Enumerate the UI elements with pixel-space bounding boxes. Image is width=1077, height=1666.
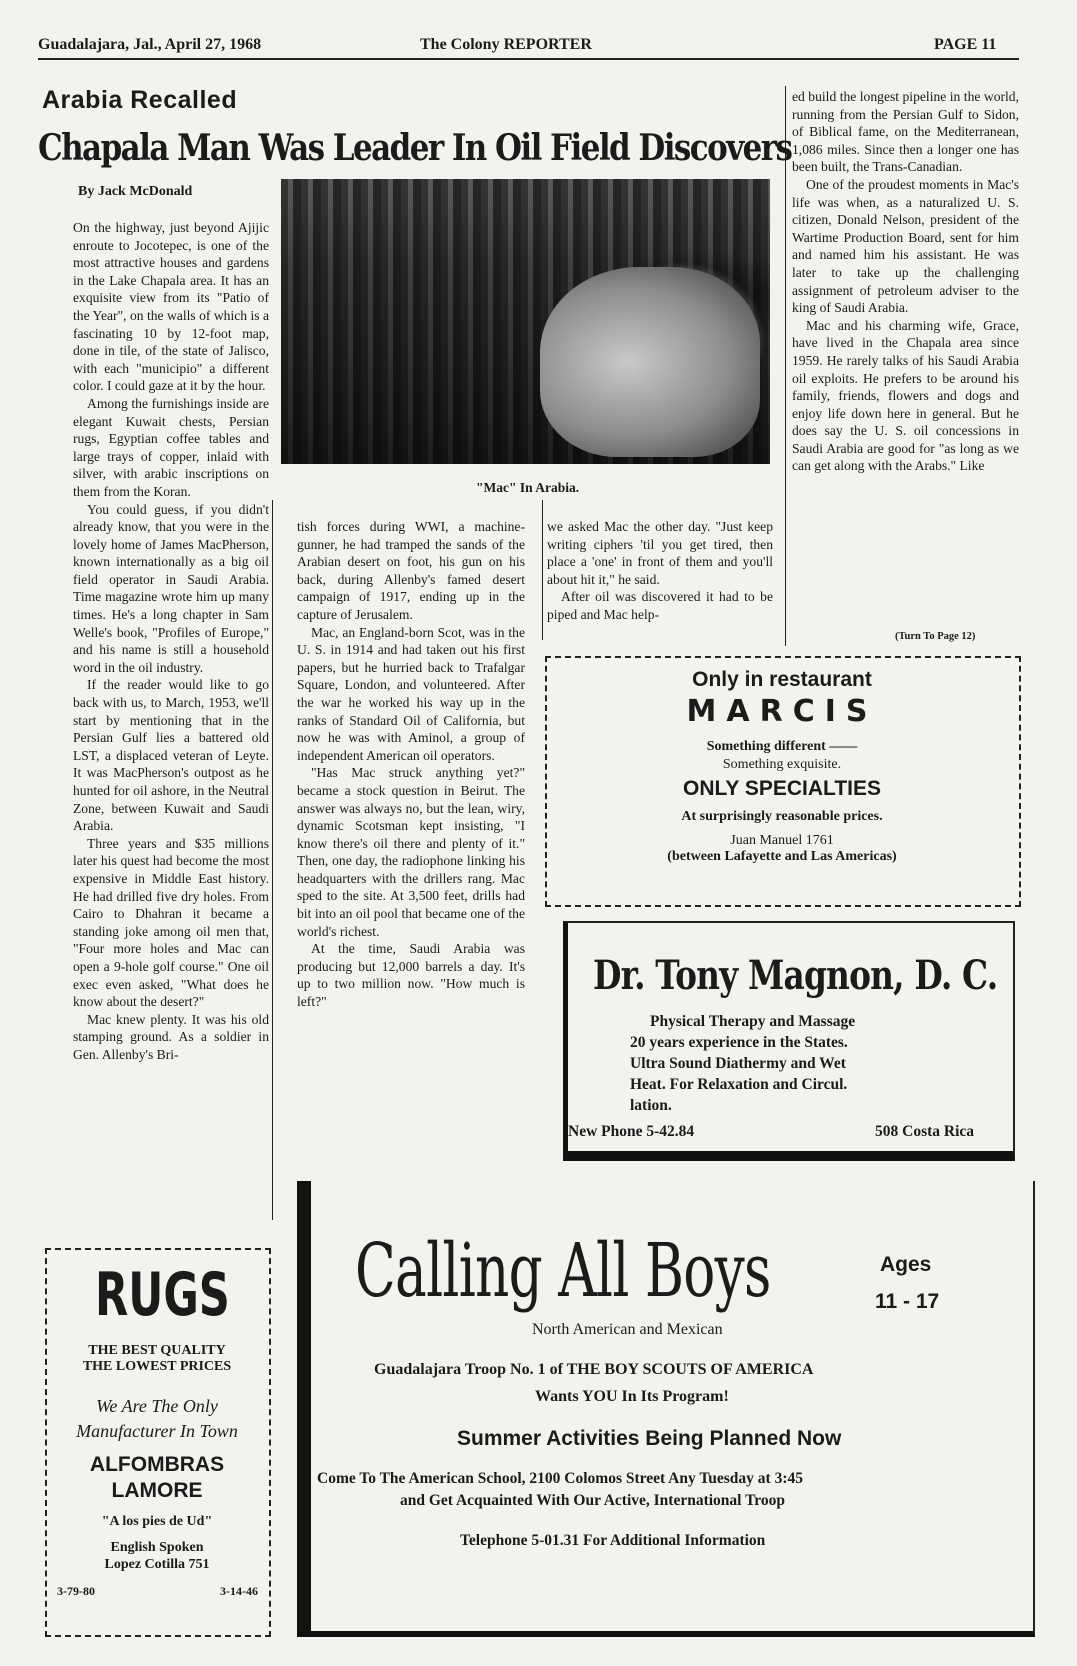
rugs-phone2: 3-14-46 bbox=[220, 1584, 258, 1598]
boys-ages-label: Ages bbox=[880, 1253, 932, 1276]
paragraph: After oil was discovered it had to be piped and Mac help- bbox=[547, 589, 773, 622]
page-number: PAGE 11 bbox=[934, 36, 997, 53]
paragraph: One of the proudest moments in Mac's life was when, as a naturalized U. S. citizen, Donald Nelson, president of the Wartime Production Board, sent for him and named him his assistant. He was later to take up the challenging assignment of petroleum adviser to the king of Saudi Arabia. bbox=[792, 176, 1019, 316]
boys-line7: Telephone 5-01.31 For Additional Information bbox=[460, 1532, 766, 1549]
magnon-line2: 20 years experience in the States. bbox=[630, 1034, 848, 1051]
paragraph: If the reader would like to go back with us, to March, 1953, we'll start by mentioning that in the Persian Gulf lies a battered old LST, a displaced veteran of Leyte. It was MacPherson's outpost as he hunted for oil ashore, in the Neutral Zone, between Kuwait and Saudi Arabia. bbox=[73, 677, 269, 834]
article-byline: By Jack McDonald bbox=[78, 184, 193, 199]
rugs-line8: English Spoken bbox=[110, 1540, 204, 1555]
rugs-line7: "A los pies de Ud" bbox=[101, 1514, 213, 1529]
boys-title: Calling All Boys bbox=[355, 1228, 771, 1314]
magnon-line3: Ultra Sound Diathermy and Wet bbox=[630, 1055, 846, 1072]
paragraph: ed build the longest pipeline in the world, running from the Persian Gulf to Sidon, of Biblical fame, on the Mediterranean, 1,086 miles. Since then a longer one has been built, the Trans-Canadian. bbox=[792, 89, 1019, 175]
boys-line2: Guadalajara Troop No. 1 of THE BOY SCOUTS OF AMERICA bbox=[374, 1361, 814, 1378]
paragraph: "Has Mac struck anything yet?" became a stock question in Beirut. The answer was always no, but the lean, wiry, dynamic Scotsman kept insisting, "I know there's oil there and plenty of it." Then, one day, the radiophone linking his headquarters with the drillers rang. Mac sped to the site. At 3,500 feet, drills had bit into an oil pool that became one of the world's richest. bbox=[297, 765, 525, 939]
article-column-4 bbox=[792, 88, 1019, 475]
paragraph: Among the furnishings inside are elegant Kuwait chests, Persian rugs, Egyptian coffee tables and large trays of copper, inlaid with silver, with arabic inscriptions on them from the Koran. bbox=[73, 395, 269, 499]
rugs-title: RUGS bbox=[95, 1260, 230, 1330]
marcis-line7: (between Lafayette and Las Americas) bbox=[667, 849, 897, 864]
rugs-phone1: 3-79-80 bbox=[57, 1584, 95, 1598]
rugs-line2: THE LOWEST PRICES bbox=[82, 1359, 232, 1374]
magnon-address: 508 Costa Rica bbox=[875, 1123, 975, 1140]
paragraph: we asked Mac the other day. "Just keep writing ciphers 'til you get tired, then place a 'one' in front of them and you'll about hit it," he said. bbox=[547, 519, 773, 587]
magnon-name: Dr. Tony Magnon, D. C. bbox=[593, 952, 998, 999]
boys-ages: 11 - 17 bbox=[875, 1290, 940, 1313]
magnon-line4: Heat. For Relaxation and Circul. bbox=[630, 1076, 848, 1093]
paragraph: tish forces during WWI, a machine-gunner, he had tramped the sands of the Arabian desert on foot, his gun on his back, during Allenby's famed desert campaign of 1917, ending up in the capture of Jerusalem. bbox=[297, 519, 525, 622]
paragraph: Mac knew plenty. It was his old stamping ground. As a soldier in Gen. Allenby's Bri- bbox=[73, 1011, 269, 1062]
rugs-line1: THE BEST QUALITY bbox=[88, 1343, 226, 1358]
rugs-italic bbox=[49, 1394, 265, 1444]
rugs-line3: We Are The Only bbox=[96, 1396, 218, 1416]
marcis-name: MARCIS bbox=[686, 694, 878, 729]
column-rule bbox=[272, 500, 273, 1220]
article-column-3 bbox=[547, 518, 773, 624]
marcis-line2: Something different —— bbox=[706, 739, 858, 754]
photo-caption: "Mac" In Arabia. bbox=[476, 480, 580, 495]
marcis-ad bbox=[547, 660, 1017, 865]
marcis-line5: At surprisingly reasonable prices. bbox=[681, 809, 883, 824]
rugs-text bbox=[49, 1343, 265, 1375]
marcis-line6: Juan Manuel 1761 bbox=[730, 833, 834, 848]
header-rule bbox=[38, 58, 1019, 60]
rugs-line4: Manufacturer In Town bbox=[76, 1421, 238, 1441]
paragraph: Three years and $35 millions later his quest had become the most expensive in Middle East history. He had drilled five dry holes. From Cairo to Dhahran it became a standing joke among oil men that, "Four more holes and Mac can open a 9-hole golf course." One oil exec even asked, "What does he know about the desert?" bbox=[73, 835, 269, 1010]
paragraph: At the time, Saudi Arabia was producing but 12,000 barrels a day. It's up to two million now. "How much is left?" bbox=[297, 941, 525, 1010]
magnon-line5: lation. bbox=[630, 1097, 672, 1114]
magnon-text bbox=[630, 1011, 855, 1116]
column-rule bbox=[542, 500, 543, 640]
paragraph: You could guess, if you didn't already know, that you were in the lovely home of James MacPherson, known internationally as a big oil field operator in Saudi Arabia. Time magazine wrote him up many times. He's a long chapter in Sam Welle's book, "Profiles of Europe," and his name is still a household word in the oil industry. bbox=[73, 501, 269, 675]
boys-line3: Wants YOU In Its Program! bbox=[535, 1388, 729, 1405]
rugs-line5: ALFOMBRAS bbox=[89, 1453, 225, 1476]
article-column-2 bbox=[297, 518, 525, 1011]
paper-name: The Colony REPORTER bbox=[420, 36, 592, 53]
dateline: Guadalajara, Jal., April 27, 1968 bbox=[38, 36, 262, 53]
magnon-phone: New Phone 5-42.84 bbox=[568, 1123, 695, 1140]
boys-line6: and Get Acquainted With Our Active, International Troop bbox=[400, 1492, 785, 1509]
boys-line1: North American and Mexican bbox=[532, 1321, 723, 1338]
boys-line5: Come To The American School, 2100 Colomos Street Any Tuesday at 3:45 bbox=[317, 1470, 803, 1487]
article-headline: Chapala Man Was Leader In Oil Field Discovers bbox=[38, 127, 792, 169]
paragraph: On the highway, just beyond Ajijic enroute to Jocotepec, is one of the most attractive houses and gardens in the Lake Chapala area. It has an exquisite view from its "Patio of the Year", on the walls of which is a fascinating 10 by 12-foot map, done in tile, of the state of Jalisco, with each "municipio" a different color. I could gaze at it by the hour. bbox=[73, 220, 269, 394]
rugs-line6: LAMORE bbox=[111, 1479, 203, 1502]
marcis-line4: ONLY SPECIALTIES bbox=[683, 777, 881, 800]
article-kicker: Arabia Recalled bbox=[42, 86, 238, 114]
column-rule bbox=[785, 86, 786, 646]
photo-portrait bbox=[540, 267, 760, 457]
jump-line: (Turn To Page 12) bbox=[895, 631, 976, 642]
paragraph: Mac, an England-born Scot, was in the U. S. in 1914 and had taken out his first papers, but he hurried back to Trafalgar Square, London, and volunteered. After the war he worked his way up in the ranks of Standard Oil of California, but now he was with Aminol, a group of independent American oil operators. bbox=[297, 624, 525, 763]
boys-line4: Summer Activities Being Planned Now bbox=[457, 1427, 842, 1450]
magnon-line1: Physical Therapy and Massage bbox=[650, 1013, 856, 1030]
marcis-line3: Something exquisite. bbox=[722, 757, 842, 772]
marcis-line1: Only in restaurant bbox=[692, 668, 872, 691]
paragraph: Mac and his charming wife, Grace, have lived in the Chapala area since 1959. He rarely talks of his Saudi Arabia oil exploits. He prefers to be around his family, friends, flowers and dogs and enjoy life down here in general. But he does say the U. S. oil concessions in Saudi Arabia are good for "as long as we can get along with the Arabs." Like bbox=[792, 317, 1019, 474]
rugs-contact bbox=[49, 1512, 265, 1572]
rugs-line9: Lopez Cotilla 751 bbox=[104, 1557, 210, 1572]
article-column-1 bbox=[73, 219, 269, 1064]
rugs-brand bbox=[49, 1452, 265, 1504]
